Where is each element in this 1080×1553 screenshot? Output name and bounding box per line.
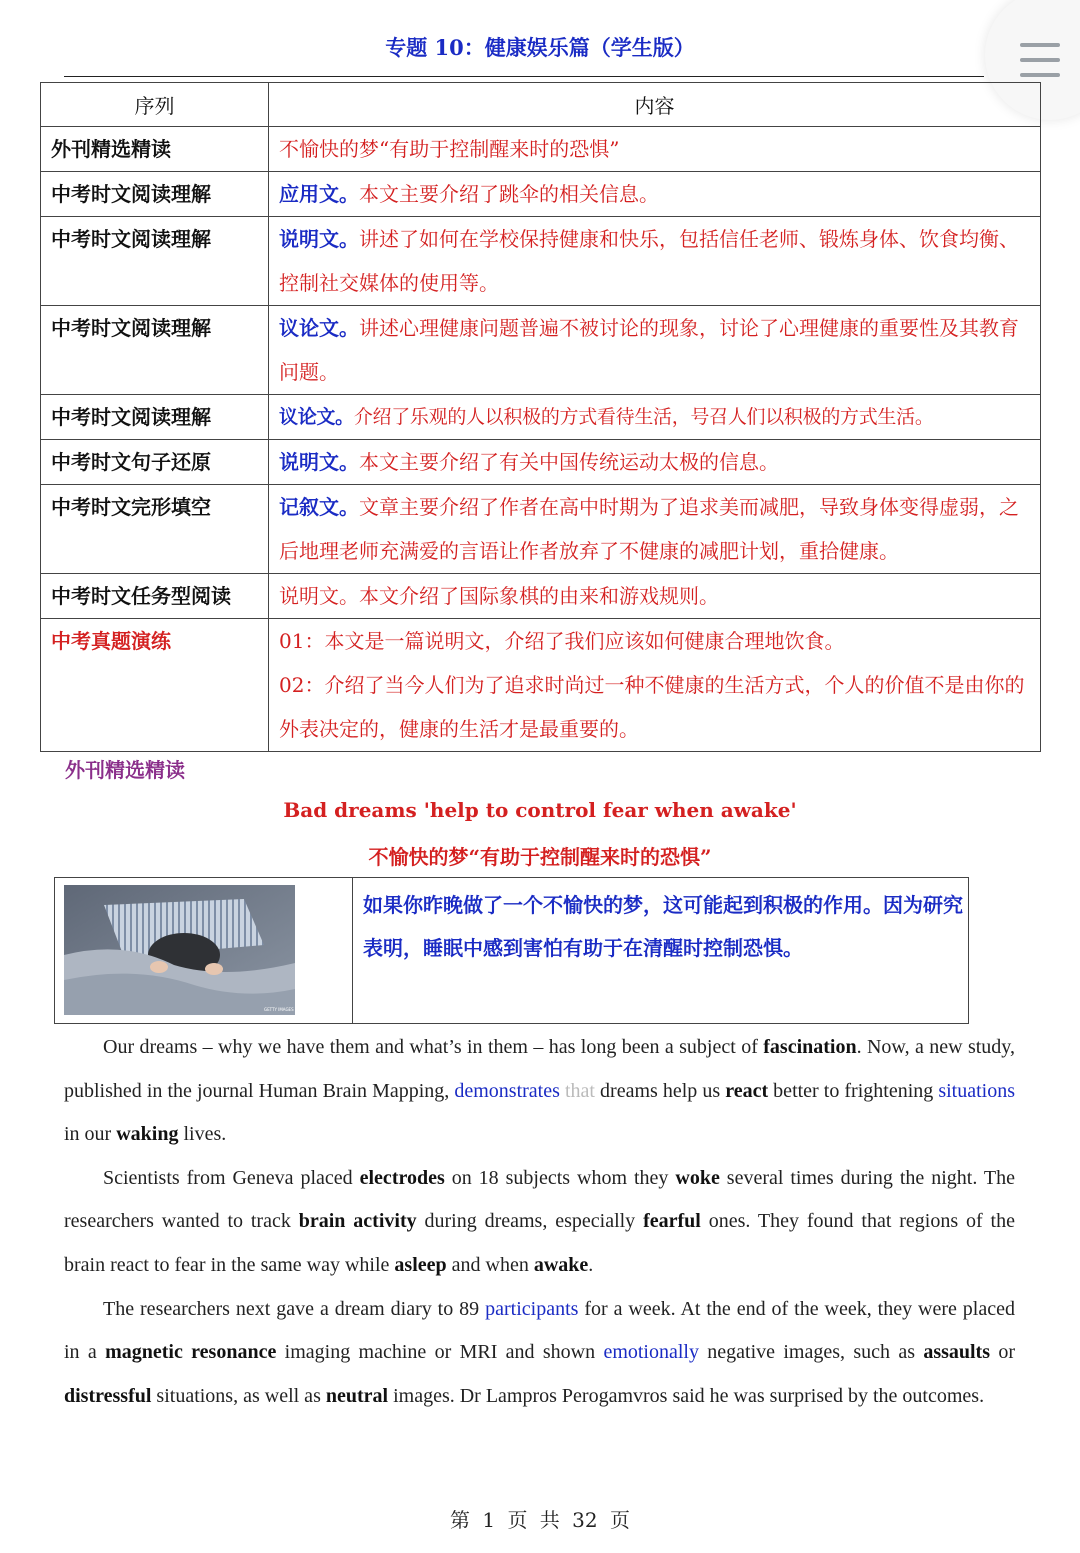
table-row [41, 217, 1041, 306]
row-sequence: 中考时文任务型阅读 [41, 574, 269, 619]
row-sequence: 中考时文阅读理解 [41, 395, 269, 440]
intro-divider [352, 877, 353, 1023]
table-row [41, 574, 1041, 619]
image-watermark: GETTY IMAGES [264, 1007, 294, 1012]
header-content: 内容 [269, 83, 1041, 127]
table-header-row [41, 83, 1041, 127]
genre-label: 应用文。 [279, 182, 359, 206]
table-row [41, 172, 1041, 217]
article-body [64, 1026, 1015, 1418]
row-description: 文章主要介绍了作者在高中时期为了追求美而减肥，导致身体变得虚弱，之后地理老师充满爱的言语让作者放弃了不健康的减肥计划，重拾健康。 [279, 495, 1019, 563]
genre-label: 记叙文。 [279, 495, 359, 519]
genre-label: 议论文。 [279, 406, 354, 428]
row-content: 说明文。本文介绍了国际象棋的由来和游戏规则。 [269, 574, 1041, 619]
row-sequence: 中考时文阅读理解 [41, 306, 269, 395]
row-sequence: 中考时文句子还原 [41, 440, 269, 485]
summary-table [40, 82, 1041, 752]
table-row [41, 619, 1041, 752]
sleeping-person-image [64, 885, 295, 1015]
genre-label: 议论文。 [279, 316, 359, 340]
row-description: 本文主要介绍了跳伞的相关信息。 [359, 182, 659, 206]
row-sequence: 中考时文完形填空 [41, 485, 269, 574]
row-content: 不愉快的梦“有助于控制醒来时的恐惧” [269, 127, 1041, 172]
header-sequence: 序列 [41, 83, 269, 127]
row-description: 介绍了乐观的人以积极的方式看待生活，号召人们以积极的方式生活。 [353, 406, 934, 428]
row-sequence: 外刊精选精读 [41, 127, 269, 172]
table-row [41, 306, 1041, 395]
row-description: 本文主要介绍了有关中国传统运动太极的信息。 [359, 450, 779, 474]
intro-summary: 如果你昨晚做了一个不愉快的梦，这可能起到积极的作用。因为研究表明，睡眠中感到害怕有助于在清醒时控制恐惧。 [363, 893, 963, 960]
table-row [41, 395, 1041, 440]
table-row [41, 485, 1041, 574]
paragraph-2: Scientists from Geneva placed electrodes on 18 subjects whom they woke several times during the night. The researchers wanted to track brain activity during dreams, especially fearful ones. They found that regions of the brain react to fear in the same way while asleep and when awake. [64, 1166, 1015, 1276]
row-content [269, 306, 1041, 395]
document-title: 专题 10：健康娱乐篇（学生版） [385, 35, 695, 60]
table-row [41, 127, 1041, 172]
row-sequence: 中考时文阅读理解 [41, 172, 269, 217]
paragraph-3: The researchers next gave a dream diary to 89 participants for a week. At the end of the week, they were placed in a magnetic resonance imaging machine or MRI and shown emotionally negative images, such as assaults or distressful situations, as well as neutral images. Dr Lampros Perogamvros said he was surprised by the outcomes. [64, 1297, 1015, 1407]
section-heading: 外刊精选精读 [65, 758, 185, 782]
article-title-chinese: 不愉快的梦“有助于控制醒来时的恐惧” [368, 845, 712, 869]
exam-item-1: 01：本文是一篇说明文，介绍了我们应该如何健康合理地饮食。 [279, 629, 845, 653]
row-content [269, 172, 1041, 217]
row-content [269, 440, 1041, 485]
row-description: 讲述了如何在学校保持健康和快乐，包括信任老师、锻炼身体、饮食均衡、控制社交媒体的使用等。 [279, 227, 1019, 295]
genre-label: 说明文。 [279, 450, 359, 474]
exam-item-2: 02：介绍了当今人们为了追求时尚过一种不健康的生活方式，个人的价值不是由你的外表决定的，健康的生活才是最重要的。 [279, 673, 1025, 741]
row-content [269, 619, 1041, 752]
row-sequence: 中考真题演练 [41, 619, 269, 752]
row-content [269, 485, 1041, 574]
title-underline [64, 76, 984, 77]
table-row [41, 440, 1041, 485]
page-number: 第 1 页 共 32 页 [450, 1508, 630, 1532]
row-sequence: 中考时文阅读理解 [41, 217, 269, 306]
row-content [269, 395, 1041, 440]
bed-photo-illustration [64, 885, 295, 1015]
row-content [269, 217, 1041, 306]
menu-icon [1020, 43, 1060, 47]
row-description: 讲述心理健康问题普遍不被讨论的现象，讨论了心理健康的重要性及其教育问题。 [279, 316, 1019, 384]
article-title-english: Bad dreams 'help to control fear when awake' [283, 798, 797, 822]
genre-label: 说明文。 [279, 227, 359, 251]
paragraph-1: Our dreams – why we have them and what’s in them – has long been a subject of fascination. Now, a new study, published in the journal Human Brain Mapping, demonstrates that dreams help us react better to frightening situations in our waking lives. [64, 1036, 1015, 1146]
